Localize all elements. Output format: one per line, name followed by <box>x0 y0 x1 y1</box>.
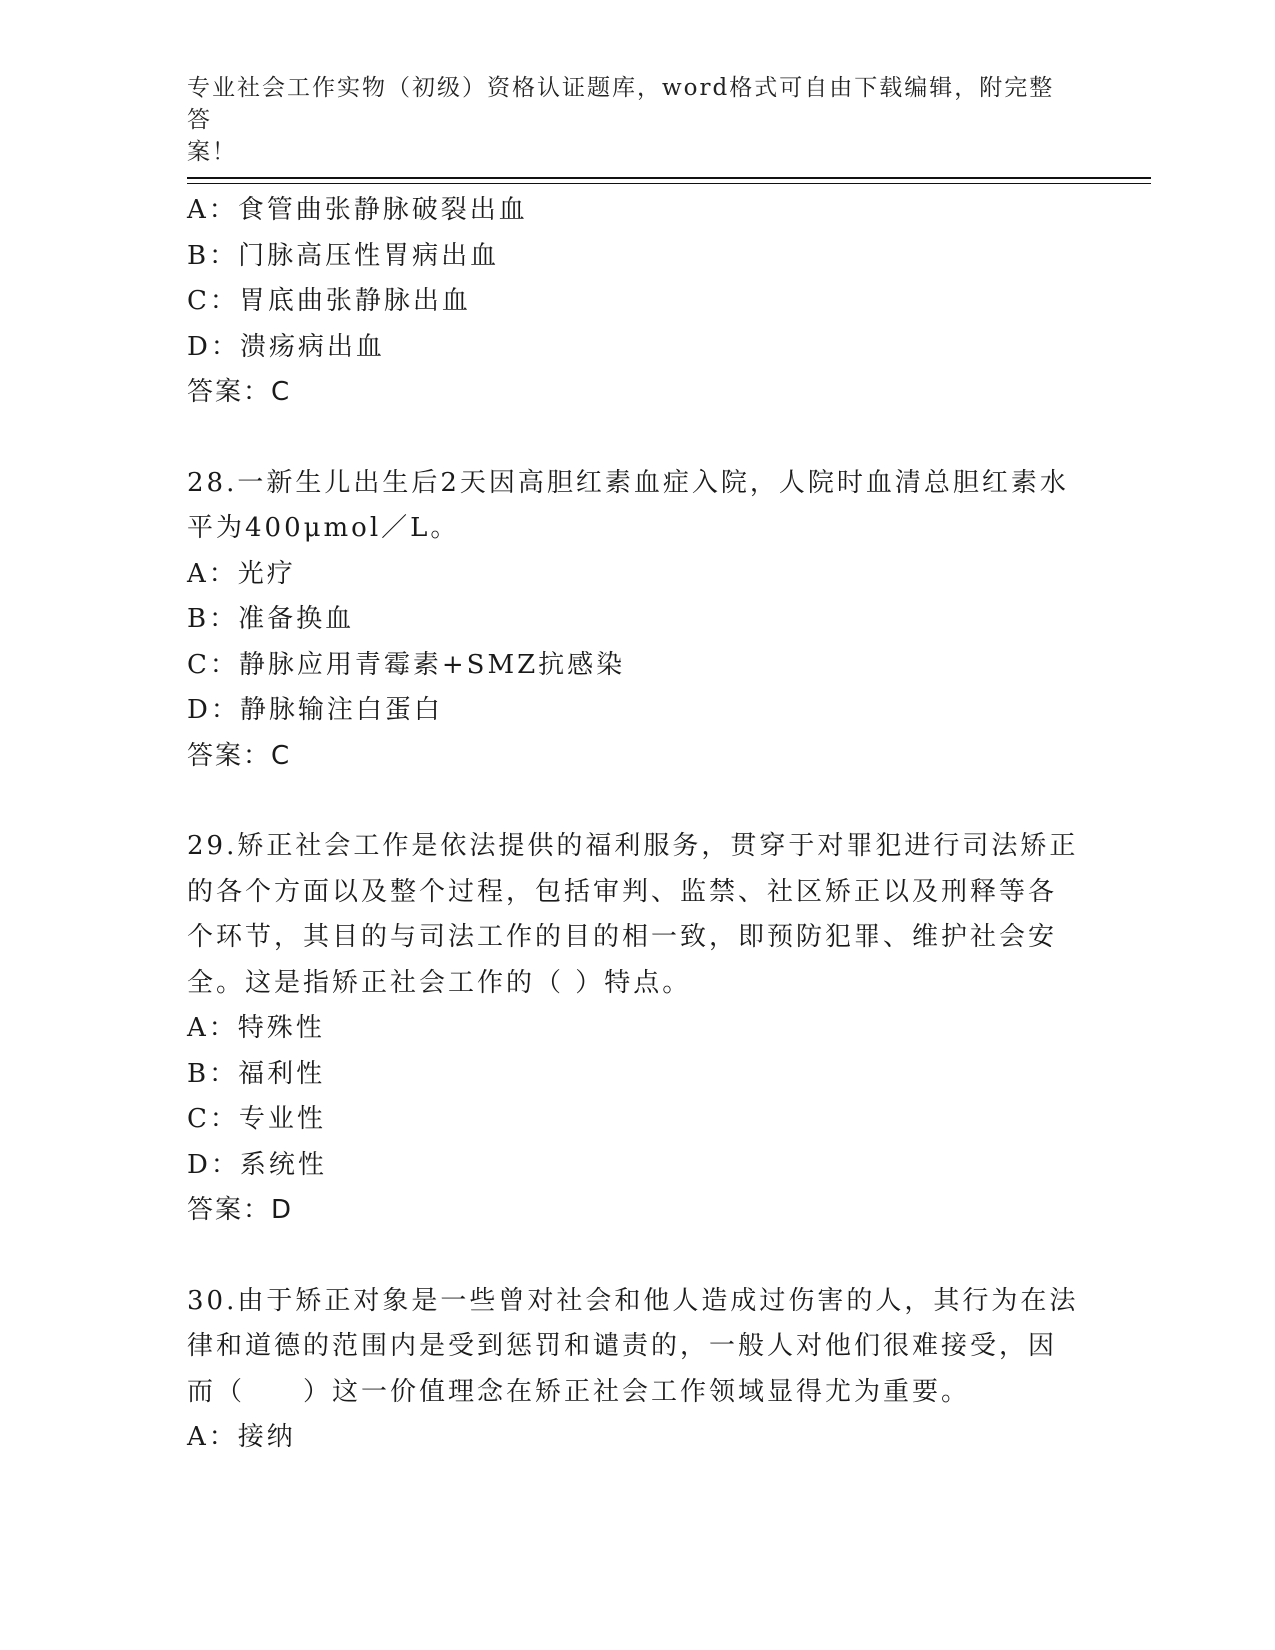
answer-line: 答案：C <box>187 377 292 407</box>
document-header <box>187 72 1067 168</box>
question-text <box>187 824 1087 1006</box>
question-text-line: 律和道德的范围内是受到惩罚和谴责的，一般人对他们很难接受，因 <box>187 1331 1058 1361</box>
option-a: A：接纳 <box>187 1422 296 1452</box>
question-text-line: 全。这是指矫正社会工作的（ ）特点。 <box>187 967 692 998</box>
option-c: C：静脉应用青霉素+SMZ抗感染 <box>187 649 626 680</box>
option-a: A：食管曲张静脉破裂出血 <box>187 195 528 225</box>
question-text-line: 平为400μmol／L。 <box>187 513 460 543</box>
question-text-line: 29.矫正社会工作是依法提供的福利服务，贯穿于对罪犯进行司法矫正 <box>187 831 1079 861</box>
option-c: C：胃底曲张静脉出血 <box>187 286 471 316</box>
option-d: D：静脉输注白蛋白 <box>187 695 443 725</box>
question-text-line: 30.由于矫正对象是一些曾对社会和他人造成过伤害的人，其行为在法 <box>187 1285 1079 1316</box>
question-30 <box>187 1279 1087 1461</box>
spacer <box>187 1234 1087 1279</box>
header-divider-thin <box>187 183 1151 184</box>
option-b: B：准备换血 <box>187 604 355 634</box>
option-a: A：光疗 <box>187 558 296 589</box>
spacer <box>187 416 1087 461</box>
question-text-line: 个环节，其目的与司法工作的目的相一致，即预防犯罪、维护社会安 <box>187 922 1058 952</box>
question-text <box>187 461 1087 552</box>
question-text <box>187 1279 1087 1416</box>
option-b: B：福利性 <box>187 1058 326 1089</box>
question-28 <box>187 461 1087 780</box>
question-text-line: 而（ ）这一价值理念在矫正社会工作领域显得尤为重要。 <box>187 1376 971 1407</box>
option-d: D：溃疡病出血 <box>187 331 385 362</box>
question-text-line: 28.一新生儿出生后2天因高胆红素血症入院，人院时血清总胆红素水 <box>187 467 1069 498</box>
option-b: B：门脉高压性胃病出血 <box>187 240 500 271</box>
header-line-1: 专业社会工作实物（初级）资格认证题库，word格式可自由下载编辑，附完整答 <box>187 75 1055 133</box>
answer-line: 答案：D <box>187 1195 294 1225</box>
spacer <box>187 779 1087 824</box>
header-line-2: 案！ <box>187 139 237 165</box>
option-a: A：特殊性 <box>187 1013 325 1043</box>
question-text-line: 的各个方面以及整个过程，包括审判、监禁、社区矫正以及刑释等各 <box>187 876 1058 907</box>
answer-line: 答案：C <box>187 740 292 771</box>
question-27 <box>187 188 1087 416</box>
option-d: D：系统性 <box>187 1149 327 1180</box>
question-29 <box>187 824 1087 1234</box>
header-divider-thick <box>187 177 1151 179</box>
option-c: C：专业性 <box>187 1104 326 1134</box>
question-list <box>187 188 1087 1461</box>
